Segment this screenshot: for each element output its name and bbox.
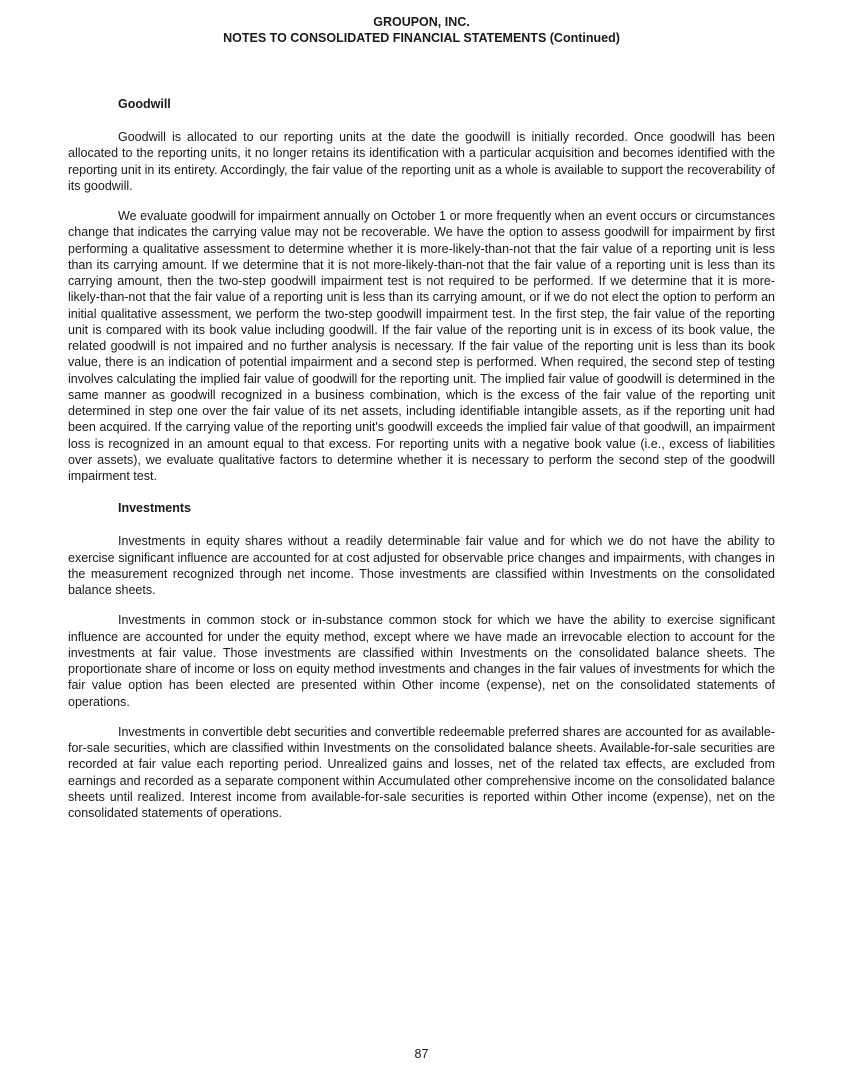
section-goodwill (68, 96, 775, 484)
section-investments (68, 500, 775, 821)
statement-subtitle: NOTES TO CONSOLIDATED FINANCIAL STATEMENTS (Continued) (223, 31, 620, 45)
investments-paragraph-3: Investments in convertible debt securities and convertible redeemable preferred shares are accounted for as available-for-sale securities, which are classified within Investments on the consolidated balance sheets. Available-for-sale securities are recorded at fair value each reporting period. Unrealized gains and losses, net of the related tax effects, are excluded from earnings and recorded as a separate component within Accumulated other comprehensive income on the consolidated balance sheets until realized. Interest income from available-for-sale securities is reported within Other income (expense), net on the consolidated statements of operations. (68, 724, 775, 820)
section-heading-goodwill: Goodwill (118, 97, 171, 111)
investments-paragraph-2: Investments in common stock or in-substance common stock for which we have the ability to exercise significant influence are accounted for under the equity method, except where we have made an irrevocable election to account for the investments at fair value. Those investments are classified within Investments on the consolidated balance sheets. The proportionate share of income or loss on equity method investments and changes in the fair values of investments for which the fair value option has been elected are presented within Other income (expense), net on the consolidated statements of operations. (68, 613, 775, 709)
company-name: GROUPON, INC. (373, 15, 470, 29)
goodwill-paragraph-1: Goodwill is allocated to our reporting units at the date the goodwill is initially recorded. Once goodwill has been allocated to the reporting units, it no longer retains its identification with a particular acquisition and becomes identified with the reporting unit in its entirety. Accordingly, the fair value of the reporting unit as a whole is available to support the recoverability of its goodwill. (68, 130, 775, 193)
document-page (68, 0, 775, 1089)
investments-paragraph-1: Investments in equity shares without a readily determinable fair value and for which we do not have the ability to exercise significant influence are accounted for at cost adjusted for observable price changes and impairments, with changes in the measurement recognized through net income. Those investments are classified within Investments on the consolidated balance sheets. (68, 534, 775, 597)
section-heading-investments: Investments (118, 501, 191, 516)
goodwill-paragraph-2: We evaluate goodwill for impairment annually on October 1 or more frequently when an event occurs or circumstances change that indicates the carrying value may not be recoverable. We have the option to assess goodwill for impairment by first performing a qualitative assessment to determine whether it is more-likely-than-not that the fair value of a reporting unit is less than its carrying amount. If we determine that it is not more-likely-than-not that the fair value of a reporting unit is less than its carrying amount, then the two-step goodwill impairment test is not required to be performed. If we determine that it is more-likely-than-not that the fair value of a reporting unit is less than its carrying amount, or if we do not elect the option to perform an initial qualitative assessment, we perform the two-step goodwill impairment test. In the first step, the fair value of the reporting unit is compared with its book value including goodwill. If the fair value of the reporting unit is in excess of its book value, the related goodwill is not impaired and no further analysis is necessary. If the fair value of the reporting unit is less than its book value, there is an indication of potential impairment and a second step is performed. When required, the second step of testing involves calculating the implied fair value of goodwill for the reporting unit. The implied fair value of goodwill is determined in the same manner as goodwill recognized in a business combination, which is the excess of the fair value of the reporting unit determined in step one over the fair value of its net assets, including identifiable intangible assets, as if the reporting unit had been acquired. If the carrying value of the reporting unit's goodwill exceeds the implied fair value of that goodwill, an impairment loss is recognized in an amount equal to that excess. For reporting units with a negative book value (i.e., excess of liabilities over assets), we evaluate qualitative factors to determine whether it is necessary to perform the second step of the goodwill impairment test. (68, 209, 775, 483)
page-content (68, 96, 775, 835)
page-header (68, 14, 775, 46)
page-number: 87 (414, 1047, 429, 1061)
